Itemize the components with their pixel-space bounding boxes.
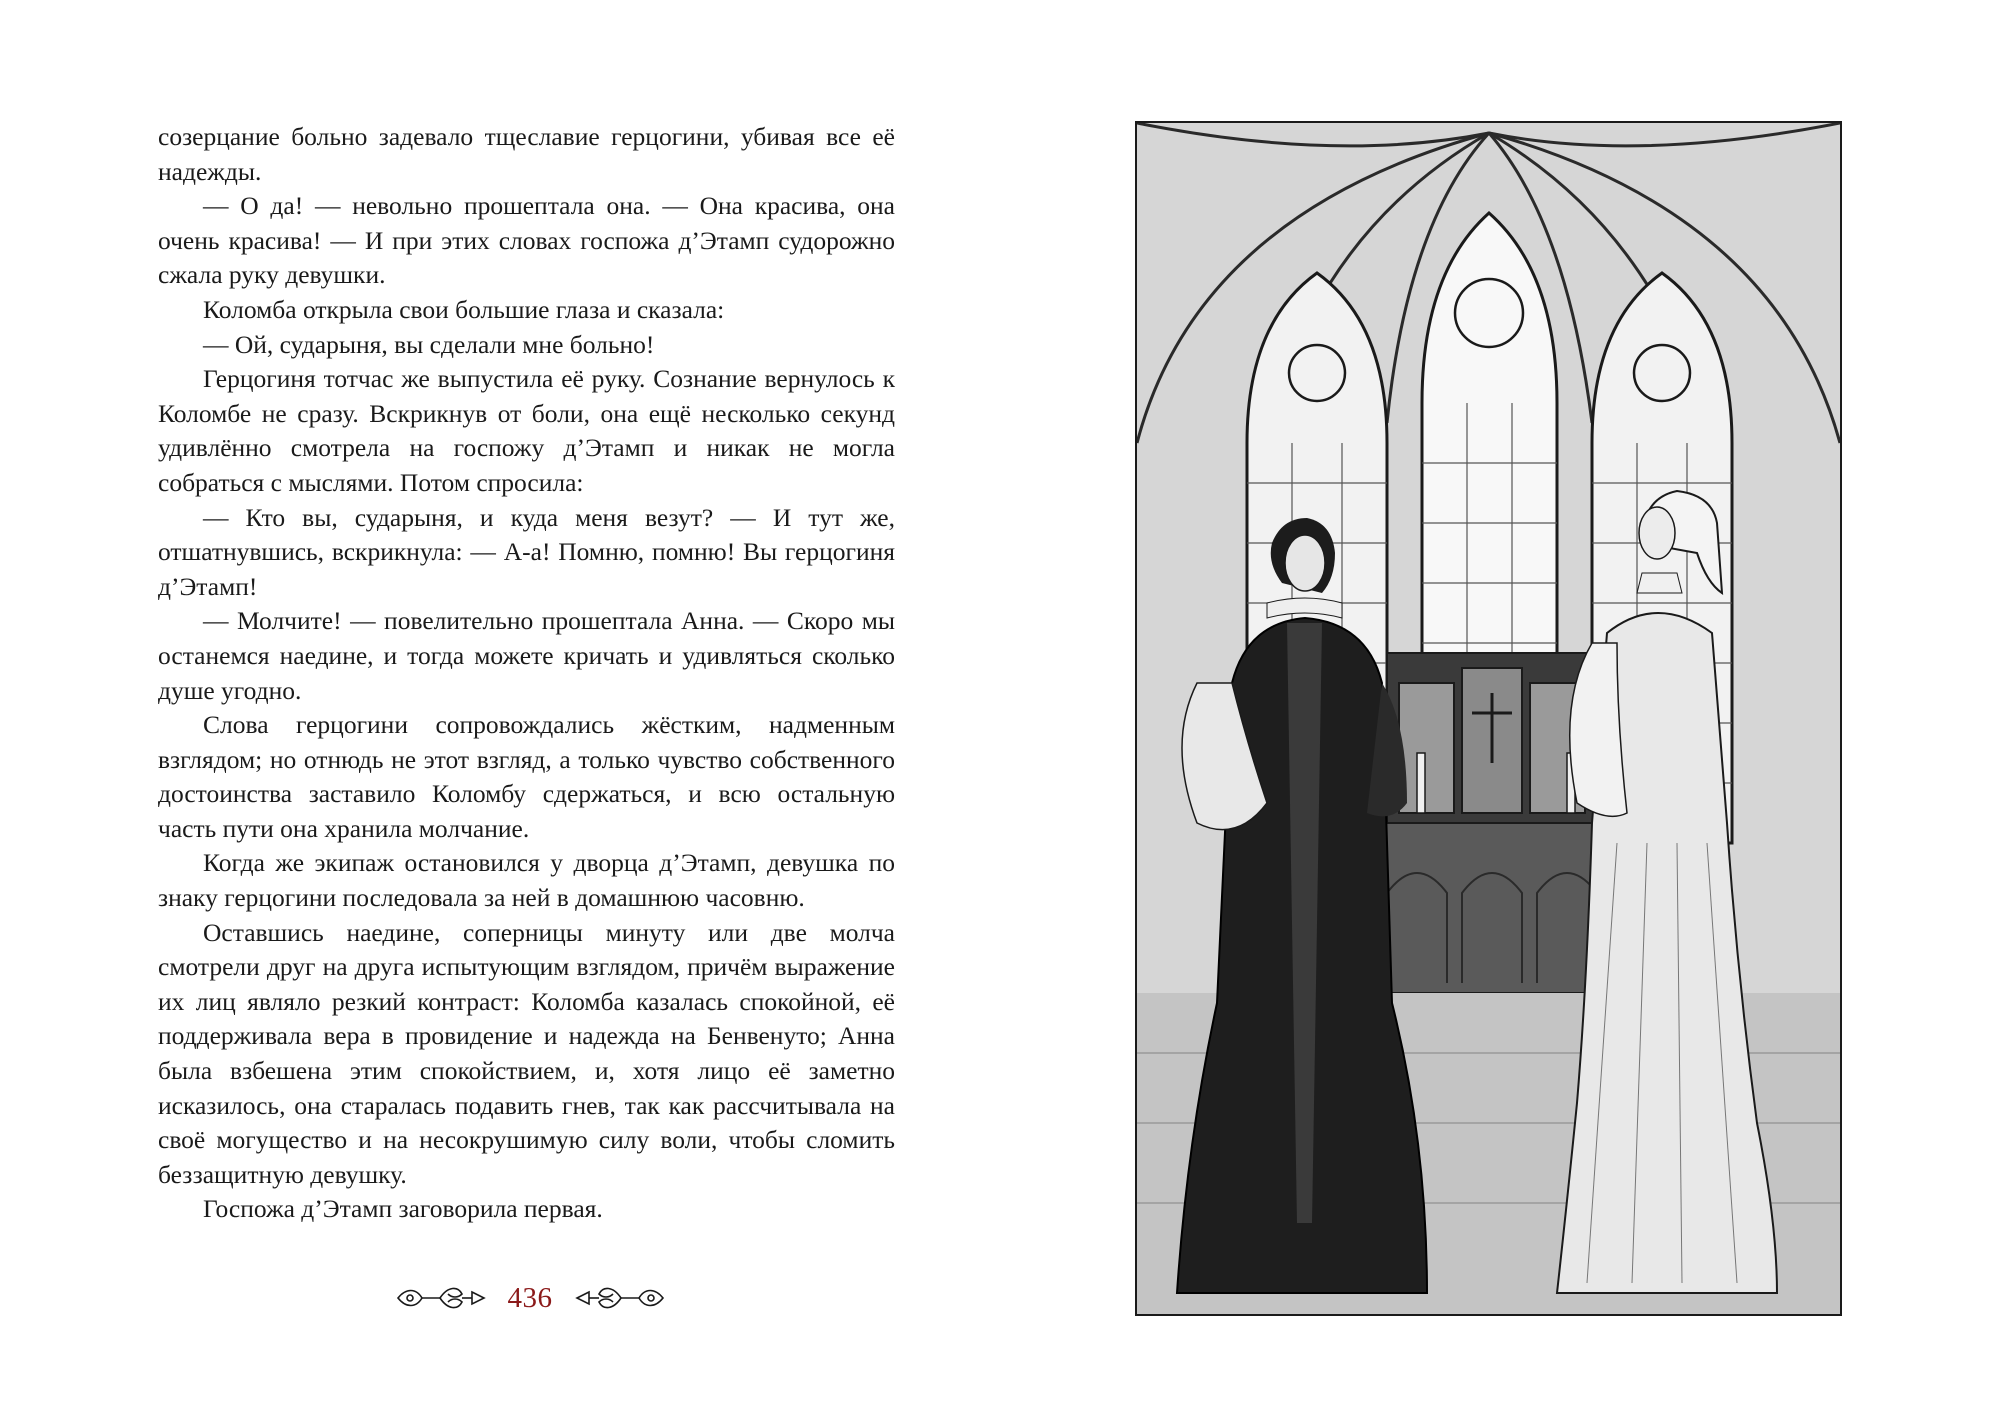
paragraph: — О да! — невольно прошептала она. — Она красива, она очень красива! — И при этих словах госпожа д’Этамп судорожно сжала руку девушки.: [158, 191, 895, 290]
left-ornament-icon: [396, 1280, 486, 1316]
page-footer: [380, 1268, 680, 1328]
paragraph: Коломба открыла свои большие глаза и сказала:: [203, 294, 725, 324]
paragraph: — Ой, сударыня, вы сделали мне больно!: [203, 329, 655, 359]
page-text: [158, 120, 895, 1227]
paragraph: — Молчите! — повелительно прошептала Анна. — Скоро мы останемся наедине, и тогда можете кричать и удивляться сколько душе угодно.: [158, 606, 895, 705]
right-ornament-icon: [575, 1280, 665, 1316]
paragraph: созерцание больно задевало тщеславие герцогини, убивая все её надежды.: [158, 122, 895, 186]
chapel-illustration: [1135, 121, 1842, 1316]
paragraph: Оставшись наедине, соперницы минуту или две молча смотрели друг на друга испытующим взглядом, причём выражение их лиц являло резкий контраст: Коломба казалась спокойной, её поддерживала вера в провидение и надежда на Бенвенуто; Анна была взбешена этим спокойствием, и, хотя лицо её заметно исказилось, она старалась подавить гнев, так как рассчитывала на своё могущество и на несокрушимую силу воли, чтобы сломить беззащитную девушку.: [158, 917, 895, 1189]
paragraph: Слова герцогини сопровождались жёстким, надменным взглядом; но отнюдь не этот взгляд, а только чувство собственного достоинства заставило Коломбу сдержаться, и всю остальную часть пути она хранила молчание.: [158, 710, 895, 843]
paragraph: Госпожа д’Этамп заговорила первая.: [203, 1194, 603, 1224]
paragraph: Герцогиня тотчас же выпустила её руку. Сознание вернулось к Коломбе не сразу. Вскрикнув от боли, она ещё несколько секунд удивлённо смотрела на госпожу д’Этамп и никак не могла собраться с мыслями. Потом спросила:: [158, 364, 895, 497]
paragraph: Когда же экипаж остановился у дворца д’Этамп, девушка по знаку герцогини последовала за ней в домашнюю часовню.: [158, 848, 895, 913]
page-number: 436: [507, 1281, 553, 1314]
paragraph: — Кто вы, сударыня, и куда меня везут? — И тут же, отшатнувшись, вскрикнула: — А-а! Помню, помню! Вы герцогиня д’Этамп!: [158, 502, 895, 601]
chapel-scene-icon: [1137, 123, 1840, 1314]
